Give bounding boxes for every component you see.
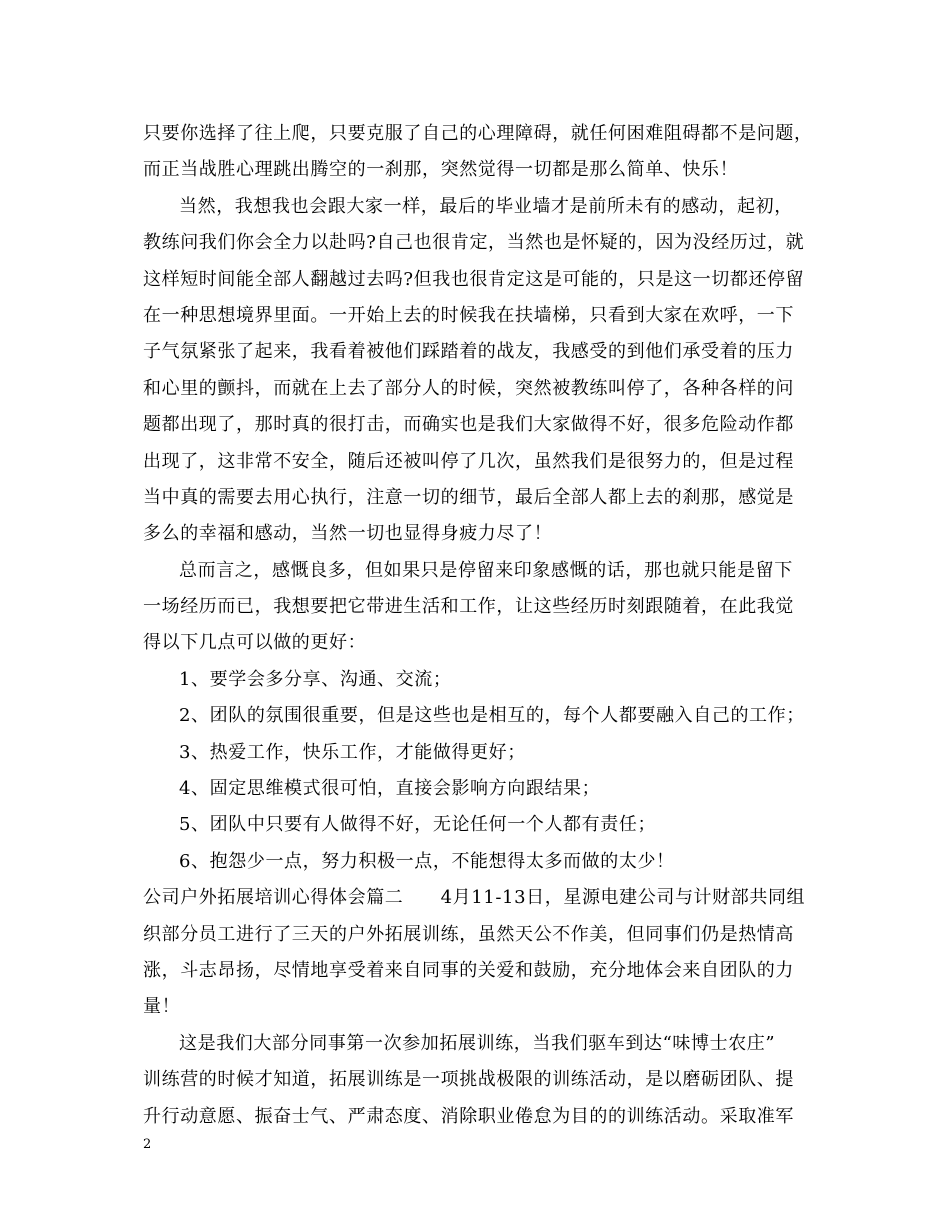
paragraph-start-line: 当然，我想我也会跟大家一样，最后的毕业墙才是前所未有的感动，起初， <box>179 195 793 217</box>
text-line: 出现了，这非常不安全，随后还被叫停了几次，虽然我们是很努力的，但是过程 <box>143 450 794 472</box>
text-line: 涨，斗志昂扬，尽情地享受着来自同事的关爱和鼓励，充分地体会来自团队的力 <box>143 959 794 981</box>
list-item: 3、热爱工作，快乐工作，才能做得更好； <box>179 741 526 763</box>
list-item: 6、抱怨少一点，努力积极一点，不能想得太多而做的太少！ <box>179 850 675 872</box>
text-line: 题都出现了，那时真的很打击，而确实也是我们大家做得不好，很多危险动作都 <box>143 414 794 436</box>
text-line: 多么的幸福和感动，当然一切也显得身疲力尽了！ <box>143 523 553 545</box>
list-item: 4、固定思维模式很可怕，直接会影响方向跟结果； <box>179 778 601 800</box>
text-line: 和心里的颤抖，而就在上去了部分人的时候，突然被教练叫停了，各种各样的问 <box>143 377 794 399</box>
text-line: 织部分员工进行了三天的户外拓展训练，虽然天公不作美，但同事们仍是热情高 <box>143 923 794 945</box>
text-line: 得以下几点可以做的更好： <box>143 632 367 654</box>
text-line: 教练问我们你会全力以赴吗?自己也很肯定，当然也是怀疑的，因为没经历过，就 <box>143 232 805 254</box>
text-line: 这样短时间能全部人翻越过去吗?但我也很肯定这是可能的，只是这一切都还停留 <box>143 268 805 290</box>
body-text <box>143 116 813 1135</box>
text-line: 而正当战胜心理跳出腾空的一刹那，突然觉得一切都是那么简单、快乐！ <box>143 159 739 181</box>
text-line: 在一种思想境界里面。一开始上去的时候我在扶墙梯，只看到大家在欢呼，一下 <box>143 304 794 326</box>
text-line: 子气氛紧张了起来，我看着被他们踩踏着的战友，我感受的到他们承受着的压力 <box>143 341 794 363</box>
page-number: 2 <box>143 1137 152 1152</box>
text-line: 量！ <box>143 996 181 1018</box>
text-line: 只要你选择了往上爬，只要克服了自己的心理障碍，就任何困难阻碍都不是问题， <box>143 123 813 144</box>
paragraph-start-line: 总而言之，感慨良多，但如果只是停留来印象感慨的话，那也就只能是留下 <box>179 559 793 581</box>
text-line: 一场经历而已，我想要把它带进生活和工作，让这些经历时刻跟随着，在此我觉 <box>143 596 794 618</box>
list-item: 5、团队中只要有人做得不好，无论任何一个人都有责任； <box>179 814 657 836</box>
list-item: 1、要学会多分享、沟通、交流； <box>179 668 452 690</box>
section-heading-line: 公司户外拓展培训心得体会篇二 4月11-13日，星源电建公司与计财部共同组 <box>143 887 806 909</box>
list-item: 2、团队的氛围很重要，但是这些也是相互的，每个人都要融入自己的工作； <box>179 705 805 727</box>
paragraph-start-line: 这是我们大部分同事第一次参加拓展训练，当我们驱车到达“味博士农庄” <box>179 1032 776 1054</box>
text-line: 训练营的时候才知道，拓展训练是一项挑战极限的训练活动，是以磨砺团队、提 <box>143 1069 794 1091</box>
text-line: 当中真的需要去用心执行，注意一切的细节，最后全部人都上去的刹那，感觉是 <box>143 486 794 508</box>
text-line: 升行动意愿、振奋士气、严肃态度、消除职业倦怠为目的的训练活动。采取准军 <box>143 1105 794 1127</box>
